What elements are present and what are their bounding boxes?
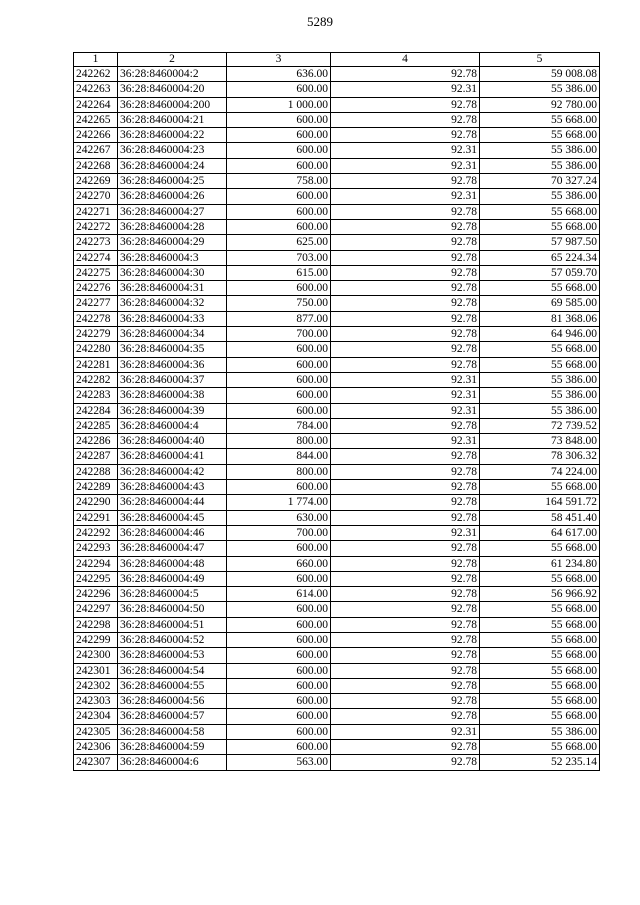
column-header-3: 3: [227, 53, 331, 67]
table-cell-col-1: 242305: [74, 724, 118, 739]
table-cell-col-1: 242296: [74, 587, 118, 602]
table-cell-col-3: 600.00: [227, 357, 331, 372]
table-cell-col-5: 55 386.00: [480, 158, 600, 173]
table-row: [74, 372, 600, 387]
table-cell-col-1: 242306: [74, 740, 118, 755]
table-cell-col-3: 1 000.00: [227, 97, 331, 112]
table-cell-col-5: 56 966.92: [480, 587, 600, 602]
table-cell-col-4: 92.78: [331, 694, 480, 709]
table-row: [74, 327, 600, 342]
table-row: [74, 464, 600, 479]
table-cell-col-4: 92.78: [331, 648, 480, 663]
data-table: [73, 52, 600, 771]
table-cell-col-3: 600.00: [227, 617, 331, 632]
table-cell-col-2: 36:28:8460004:46: [118, 525, 227, 540]
table-cell-col-2: 36:28:8460004:21: [118, 112, 227, 127]
table-cell-col-4: 92.78: [331, 678, 480, 693]
table-cell-col-1: 242274: [74, 250, 118, 265]
table-cell-col-4: 92.78: [331, 265, 480, 280]
column-header-4: 4: [331, 53, 480, 67]
table-cell-col-4: 92.78: [331, 311, 480, 326]
table-row: [74, 265, 600, 280]
table-row: [74, 434, 600, 449]
table-cell-col-2: 36:28:8460004:37: [118, 372, 227, 387]
table-cell-col-3: 600.00: [227, 82, 331, 97]
table-cell-col-4: 92.31: [331, 372, 480, 387]
column-header-5: 5: [480, 53, 600, 67]
table-cell-col-5: 74 224.00: [480, 464, 600, 479]
table-cell-col-3: 600.00: [227, 189, 331, 204]
table-cell-col-4: 92.78: [331, 510, 480, 525]
table-cell-col-5: 55 668.00: [480, 571, 600, 586]
table-cell-col-5: 55 668.00: [480, 663, 600, 678]
table-cell-col-5: 55 386.00: [480, 372, 600, 387]
table-row: [74, 281, 600, 296]
table-cell-col-4: 92.78: [331, 296, 480, 311]
table-cell-col-2: 36:28:8460004:43: [118, 480, 227, 495]
table-cell-col-4: 92.31: [331, 525, 480, 540]
table-cell-col-2: 36:28:8460004:44: [118, 495, 227, 510]
table-cell-col-5: 55 668.00: [480, 632, 600, 647]
table-row: [74, 174, 600, 189]
table-row: [74, 709, 600, 724]
table-cell-col-5: 55 668.00: [480, 541, 600, 556]
table-row: [74, 755, 600, 770]
table-cell-col-2: 36:28:8460004:38: [118, 388, 227, 403]
table-cell-col-4: 92.78: [331, 67, 480, 82]
table-row: [74, 449, 600, 464]
table-cell-col-4: 92.31: [331, 143, 480, 158]
table-cell-col-4: 92.31: [331, 388, 480, 403]
table-cell-col-2: 36:28:8460004:50: [118, 602, 227, 617]
table-row: [74, 541, 600, 556]
table-cell-col-2: 36:28:8460004:23: [118, 143, 227, 158]
table-cell-col-1: 242301: [74, 663, 118, 678]
table-cell-col-3: 844.00: [227, 449, 331, 464]
table-cell-col-5: 55 668.00: [480, 128, 600, 143]
table-cell-col-2: 36:28:8460004:20: [118, 82, 227, 97]
table-cell-col-5: 65 224.34: [480, 250, 600, 265]
table-cell-col-1: 242268: [74, 158, 118, 173]
table-cell-col-1: 242279: [74, 327, 118, 342]
table-cell-col-4: 92.78: [331, 235, 480, 250]
table-cell-col-1: 242298: [74, 617, 118, 632]
table-cell-col-1: 242295: [74, 571, 118, 586]
table-cell-col-4: 92.78: [331, 617, 480, 632]
table-row: [74, 617, 600, 632]
table-cell-col-5: 61 234.80: [480, 556, 600, 571]
table-cell-col-2: 36:28:8460004:6: [118, 755, 227, 770]
table-row: [74, 495, 600, 510]
table-cell-col-3: 600.00: [227, 112, 331, 127]
table-row: [74, 648, 600, 663]
table-cell-col-5: 52 235.14: [480, 755, 600, 770]
table-cell-col-1: 242293: [74, 541, 118, 556]
table-cell-col-3: 600.00: [227, 388, 331, 403]
table-row: [74, 235, 600, 250]
table-cell-col-5: 55 386.00: [480, 388, 600, 403]
table-cell-col-1: 242265: [74, 112, 118, 127]
table-cell-col-1: 242276: [74, 281, 118, 296]
table-cell-col-1: 242270: [74, 189, 118, 204]
table-cell-col-4: 92.78: [331, 342, 480, 357]
table-cell-col-5: 78 306.32: [480, 449, 600, 464]
table-cell-col-2: 36:28:8460004:54: [118, 663, 227, 678]
table-cell-col-5: 55 668.00: [480, 602, 600, 617]
table-cell-col-5: 55 668.00: [480, 740, 600, 755]
table-cell-col-2: 36:28:8460004:48: [118, 556, 227, 571]
table-cell-col-4: 92.31: [331, 158, 480, 173]
table-cell-col-3: 600.00: [227, 694, 331, 709]
table-cell-col-3: 700.00: [227, 327, 331, 342]
table-cell-col-4: 92.78: [331, 602, 480, 617]
table-cell-col-1: 242272: [74, 219, 118, 234]
table-cell-col-2: 36:28:8460004:52: [118, 632, 227, 647]
table-cell-col-5: 55 668.00: [480, 219, 600, 234]
table-cell-col-5: 55 386.00: [480, 82, 600, 97]
table-cell-col-5: 64 946.00: [480, 327, 600, 342]
table-cell-col-1: 242285: [74, 418, 118, 433]
table-cell-col-3: 600.00: [227, 724, 331, 739]
table-cell-col-3: 614.00: [227, 587, 331, 602]
table-row: [74, 204, 600, 219]
table-cell-col-4: 92.31: [331, 434, 480, 449]
table-cell-col-5: 55 386.00: [480, 189, 600, 204]
table-cell-col-1: 242302: [74, 678, 118, 693]
table-cell-col-2: 36:28:8460004:51: [118, 617, 227, 632]
table-cell-col-1: 242273: [74, 235, 118, 250]
table-cell-col-4: 92.78: [331, 632, 480, 647]
table-cell-col-3: 600.00: [227, 204, 331, 219]
table-cell-col-5: 55 386.00: [480, 143, 600, 158]
table-cell-col-2: 36:28:8460004:31: [118, 281, 227, 296]
table-cell-col-1: 242269: [74, 174, 118, 189]
table-cell-col-1: 242294: [74, 556, 118, 571]
table-cell-col-5: 64 617.00: [480, 525, 600, 540]
table-cell-col-3: 600.00: [227, 158, 331, 173]
table-cell-col-3: 600.00: [227, 648, 331, 663]
table-cell-col-2: 36:28:8460004:36: [118, 357, 227, 372]
table-cell-col-5: 55 668.00: [480, 281, 600, 296]
table-cell-col-3: 800.00: [227, 464, 331, 479]
table-cell-col-5: 55 668.00: [480, 617, 600, 632]
table-cell-col-1: 242280: [74, 342, 118, 357]
table-row: [74, 342, 600, 357]
table-cell-col-2: 36:28:8460004:34: [118, 327, 227, 342]
table-row: [74, 97, 600, 112]
table-cell-col-4: 92.78: [331, 464, 480, 479]
table-cell-col-5: 73 848.00: [480, 434, 600, 449]
table-cell-col-3: 600.00: [227, 281, 331, 296]
table-cell-col-4: 92.78: [331, 357, 480, 372]
table-cell-col-4: 92.78: [331, 495, 480, 510]
table-row: [74, 143, 600, 158]
table-cell-col-2: 36:28:8460004:40: [118, 434, 227, 449]
table-cell-col-2: 36:28:8460004:57: [118, 709, 227, 724]
table-row: [74, 602, 600, 617]
table-row: [74, 740, 600, 755]
table-cell-col-2: 36:28:8460004:24: [118, 158, 227, 173]
table-cell-col-4: 92.78: [331, 556, 480, 571]
table-cell-col-2: 36:28:8460004:3: [118, 250, 227, 265]
table-cell-col-3: 630.00: [227, 510, 331, 525]
table-cell-col-4: 92.78: [331, 418, 480, 433]
table-cell-col-4: 92.31: [331, 403, 480, 418]
table-cell-col-3: 600.00: [227, 219, 331, 234]
table-cell-col-4: 92.78: [331, 740, 480, 755]
table-cell-col-3: 600.00: [227, 740, 331, 755]
table-row: [74, 357, 600, 372]
table-cell-col-1: 242262: [74, 67, 118, 82]
table-cell-col-4: 92.78: [331, 449, 480, 464]
table-cell-col-2: 36:28:8460004:45: [118, 510, 227, 525]
table-cell-col-1: 242307: [74, 755, 118, 770]
table-cell-col-1: 242263: [74, 82, 118, 97]
table-cell-col-2: 36:28:8460004:4: [118, 418, 227, 433]
table-row: [74, 632, 600, 647]
table-cell-col-1: 242297: [74, 602, 118, 617]
table-row: [74, 158, 600, 173]
table-row: [74, 556, 600, 571]
table-cell-col-2: 36:28:8460004:49: [118, 571, 227, 586]
table-row: [74, 587, 600, 602]
table-row: [74, 219, 600, 234]
table-cell-col-5: 72 739.52: [480, 418, 600, 433]
table-cell-col-4: 92.31: [331, 724, 480, 739]
table-cell-col-1: 242287: [74, 449, 118, 464]
table-cell-col-4: 92.31: [331, 189, 480, 204]
table-cell-col-4: 92.78: [331, 97, 480, 112]
table-cell-col-2: 36:28:8460004:2: [118, 67, 227, 82]
table-cell-col-1: 242304: [74, 709, 118, 724]
table-cell-col-1: 242275: [74, 265, 118, 280]
table-cell-col-1: 242290: [74, 495, 118, 510]
table-cell-col-2: 36:28:8460004:47: [118, 541, 227, 556]
table-row: [74, 388, 600, 403]
table-cell-col-3: 563.00: [227, 755, 331, 770]
table-cell-col-2: 36:28:8460004:56: [118, 694, 227, 709]
table-row: [74, 418, 600, 433]
table-cell-col-2: 36:28:8460004:53: [118, 648, 227, 663]
table-cell-col-3: 800.00: [227, 434, 331, 449]
table-cell-col-3: 600.00: [227, 541, 331, 556]
table-cell-col-3: 700.00: [227, 525, 331, 540]
table-cell-col-1: 242284: [74, 403, 118, 418]
header-row: [74, 53, 600, 67]
table-cell-col-5: 70 327.24: [480, 174, 600, 189]
table-cell-col-1: 242267: [74, 143, 118, 158]
table-row: [74, 571, 600, 586]
table-cell-col-2: 36:28:8460004:28: [118, 219, 227, 234]
table-header: [74, 53, 600, 67]
table-cell-col-3: 877.00: [227, 311, 331, 326]
table-cell-col-2: 36:28:8460004:39: [118, 403, 227, 418]
table-cell-col-3: 600.00: [227, 372, 331, 387]
table-row: [74, 189, 600, 204]
table-cell-col-5: 55 668.00: [480, 357, 600, 372]
table-row: [74, 250, 600, 265]
table-cell-col-2: 36:28:8460004:42: [118, 464, 227, 479]
table-cell-col-2: 36:28:8460004:200: [118, 97, 227, 112]
table-cell-col-3: 600.00: [227, 663, 331, 678]
table-cell-col-5: 55 386.00: [480, 724, 600, 739]
table-cell-col-4: 92.78: [331, 587, 480, 602]
table-cell-col-2: 36:28:8460004:41: [118, 449, 227, 464]
table-cell-col-2: 36:28:8460004:29: [118, 235, 227, 250]
table-cell-col-1: 242283: [74, 388, 118, 403]
table-row: [74, 296, 600, 311]
table-cell-col-5: 55 668.00: [480, 648, 600, 663]
table-row: [74, 678, 600, 693]
table-cell-col-5: 59 008.08: [480, 67, 600, 82]
table-cell-col-5: 81 368.06: [480, 311, 600, 326]
column-header-2: 2: [118, 53, 227, 67]
table-cell-col-4: 92.78: [331, 204, 480, 219]
table-cell-col-5: 92 780.00: [480, 97, 600, 112]
table-cell-col-3: 600.00: [227, 602, 331, 617]
table-cell-col-2: 36:28:8460004:30: [118, 265, 227, 280]
table-cell-col-2: 36:28:8460004:33: [118, 311, 227, 326]
table-cell-col-1: 242292: [74, 525, 118, 540]
table-cell-col-1: 242277: [74, 296, 118, 311]
table-cell-col-3: 660.00: [227, 556, 331, 571]
table-cell-col-3: 615.00: [227, 265, 331, 280]
table-cell-col-4: 92.78: [331, 755, 480, 770]
table-cell-col-2: 36:28:8460004:26: [118, 189, 227, 204]
table-cell-col-4: 92.31: [331, 82, 480, 97]
table-cell-col-1: 242278: [74, 311, 118, 326]
table-cell-col-4: 92.78: [331, 112, 480, 127]
table-cell-col-4: 92.78: [331, 541, 480, 556]
table-cell-col-5: 58 451.40: [480, 510, 600, 525]
table-cell-col-1: 242303: [74, 694, 118, 709]
table-cell-col-3: 600.00: [227, 403, 331, 418]
table-row: [74, 128, 600, 143]
table-cell-col-3: 750.00: [227, 296, 331, 311]
table-row: [74, 403, 600, 418]
table-cell-col-3: 600.00: [227, 709, 331, 724]
table-cell-col-5: 55 668.00: [480, 694, 600, 709]
table-cell-col-3: 600.00: [227, 480, 331, 495]
table-cell-col-3: 703.00: [227, 250, 331, 265]
table-cell-col-5: 69 585.00: [480, 296, 600, 311]
table-body: [74, 67, 600, 771]
table-cell-col-1: 242264: [74, 97, 118, 112]
table-cell-col-1: 242282: [74, 372, 118, 387]
table-cell-col-2: 36:28:8460004:27: [118, 204, 227, 219]
table-cell-col-2: 36:28:8460004:5: [118, 587, 227, 602]
table-cell-col-4: 92.78: [331, 281, 480, 296]
table-cell-col-4: 92.78: [331, 128, 480, 143]
table-cell-col-1: 242271: [74, 204, 118, 219]
table-cell-col-3: 600.00: [227, 143, 331, 158]
table-cell-col-3: 758.00: [227, 174, 331, 189]
column-header-1: 1: [74, 53, 118, 67]
table-cell-col-1: 242281: [74, 357, 118, 372]
table-cell-col-3: 636.00: [227, 67, 331, 82]
table-cell-col-4: 92.78: [331, 219, 480, 234]
table-cell-col-2: 36:28:8460004:59: [118, 740, 227, 755]
table-cell-col-1: 242300: [74, 648, 118, 663]
table-cell-col-3: 600.00: [227, 678, 331, 693]
table-row: [74, 67, 600, 82]
table-cell-col-2: 36:28:8460004:35: [118, 342, 227, 357]
table-cell-col-5: 55 668.00: [480, 678, 600, 693]
table-row: [74, 724, 600, 739]
table-cell-col-5: 55 668.00: [480, 342, 600, 357]
table-cell-col-5: 55 386.00: [480, 403, 600, 418]
table-cell-col-4: 92.78: [331, 250, 480, 265]
table-cell-col-3: 600.00: [227, 632, 331, 647]
table-cell-col-1: 242266: [74, 128, 118, 143]
table-row: [74, 510, 600, 525]
table-cell-col-3: 625.00: [227, 235, 331, 250]
table-cell-col-4: 92.78: [331, 480, 480, 495]
table-row: [74, 311, 600, 326]
table-cell-col-1: 242286: [74, 434, 118, 449]
table-cell-col-1: 242288: [74, 464, 118, 479]
table-cell-col-2: 36:28:8460004:55: [118, 678, 227, 693]
table-cell-col-4: 92.78: [331, 571, 480, 586]
table-cell-col-4: 92.78: [331, 663, 480, 678]
table-cell-col-5: 57 987.50: [480, 235, 600, 250]
table-cell-col-5: 55 668.00: [480, 480, 600, 495]
table-row: [74, 82, 600, 97]
table-cell-col-3: 1 774.00: [227, 495, 331, 510]
table-row: [74, 112, 600, 127]
table-cell-col-5: 55 668.00: [480, 112, 600, 127]
table-cell-col-2: 36:28:8460004:22: [118, 128, 227, 143]
table-row: [74, 694, 600, 709]
table-cell-col-4: 92.78: [331, 709, 480, 724]
table-cell-col-5: 57 059.70: [480, 265, 600, 280]
table-cell-col-2: 36:28:8460004:32: [118, 296, 227, 311]
table-row: [74, 663, 600, 678]
table-cell-col-3: 600.00: [227, 342, 331, 357]
table-cell-col-3: 600.00: [227, 128, 331, 143]
table-cell-col-4: 92.78: [331, 174, 480, 189]
page-number: 5289: [307, 14, 333, 29]
table-cell-col-3: 784.00: [227, 418, 331, 433]
table-cell-col-1: 242291: [74, 510, 118, 525]
table-cell-col-5: 55 668.00: [480, 204, 600, 219]
table-cell-col-2: 36:28:8460004:25: [118, 174, 227, 189]
table-cell-col-1: 242289: [74, 480, 118, 495]
table-cell-col-3: 600.00: [227, 571, 331, 586]
table-cell-col-1: 242299: [74, 632, 118, 647]
table-cell-col-5: 164 591.72: [480, 495, 600, 510]
table-row: [74, 525, 600, 540]
table-row: [74, 480, 600, 495]
table-cell-col-4: 92.78: [331, 327, 480, 342]
table-cell-col-2: 36:28:8460004:58: [118, 724, 227, 739]
table-cell-col-5: 55 668.00: [480, 709, 600, 724]
